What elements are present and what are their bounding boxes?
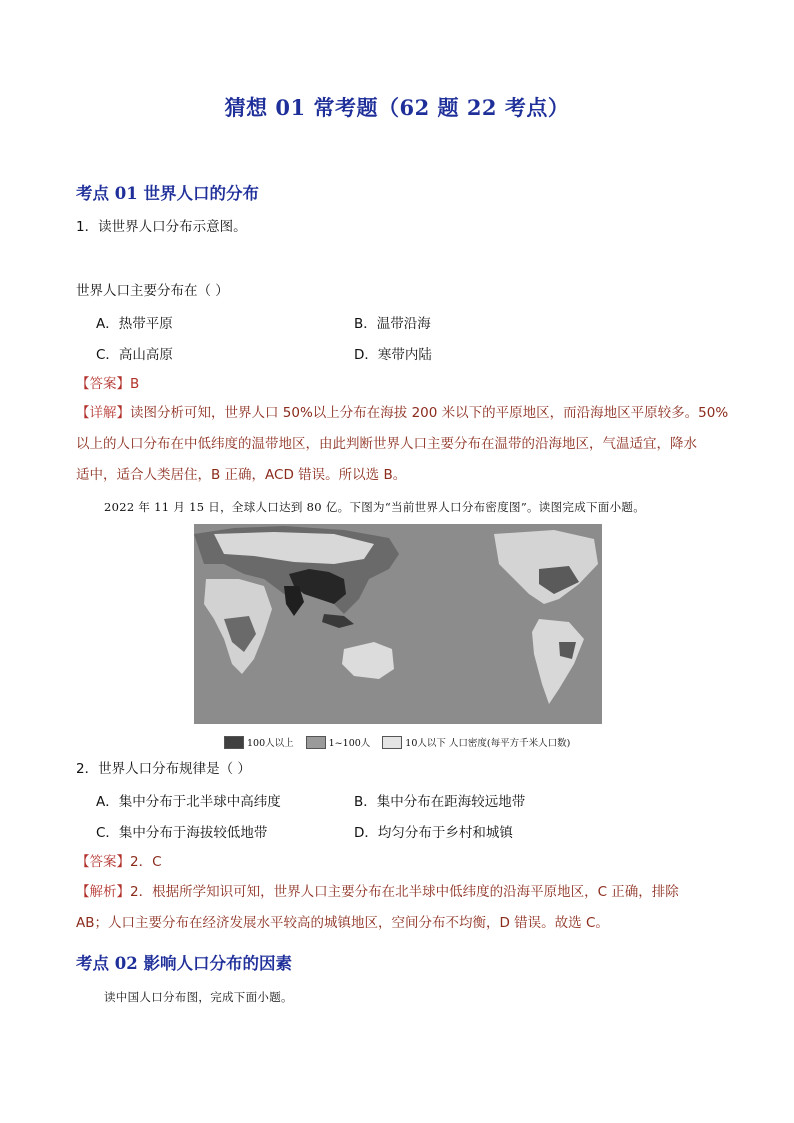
question-2-option-c: C．集中分布于海拔较低地带 [96, 825, 268, 841]
question-2-detail [76, 877, 720, 939]
question-1-option-c: C．高山高原 [96, 347, 173, 363]
legend-swatch-high [224, 736, 244, 749]
analysis-line-2: AB；人口主要分布在经济发展水平较高的城镇地区，空间分布不均衡，D 错误。故选 C。 [76, 915, 609, 931]
answer-value-2: 2．C [130, 854, 162, 870]
map-legend [224, 734, 582, 750]
question-1-detail [76, 398, 729, 491]
section-2-intro: 读中国人口分布图，完成下面小题。 [104, 990, 293, 1004]
question-2-stem: 2．世界人口分布规律是（ ） [76, 761, 251, 777]
answer-tag: 【答案】 [76, 376, 130, 392]
legend-label-high: 100人以上 [247, 738, 294, 749]
question-2-option-a: A．集中分布于北半球中高纬度 [96, 794, 281, 810]
detail-line-2: 以上的人口分布在中低纬度的温带地区，由此判断世界人口主要分布在温带的沿海地区，气温适宜，降水 [76, 436, 697, 452]
question-2-answer [76, 852, 162, 872]
section-heading-02: 考点 02 影响人口分布的因素 [76, 954, 292, 973]
answer-value: B [130, 376, 140, 392]
world-population-density-map [194, 524, 602, 724]
legend-item-mid [306, 735, 371, 749]
question-1-option-d: D．寒带内陆 [354, 347, 432, 363]
world-map-image [194, 524, 602, 724]
analysis-tag: 【解析】 [76, 884, 130, 900]
detail-text-1: 读图分析可知，世界人口 50%以上分布在海拔 200 米以下的平原地区，而沿海地区平原较多。50% [130, 405, 729, 421]
question-1-option-a: A．热带平原 [96, 316, 173, 332]
question-1-stem: 世界人口主要分布在（ ） [76, 283, 229, 299]
section-heading-01: 考点 01 世界人口的分布 [76, 184, 259, 203]
detail-line-1 [76, 398, 729, 429]
question-2-option-b: B．集中分布在距海较远地带 [354, 794, 526, 810]
legend-swatch-mid [306, 736, 326, 749]
question-1-answer [76, 374, 139, 394]
question-2-intro: 2022 年 11 月 15 日，全球人口达到 80 亿。下图为“当前世界人口分布密度图”。读图完成下面小题。 [104, 500, 646, 514]
question-2-option-d: D．均匀分布于乡村和城镇 [354, 825, 513, 841]
legend-label-mid: 1~100人 [328, 738, 371, 749]
analysis-text-1: 2．根据所学知识可知，世界人口主要分布在北半球中低纬度的沿海平原地区，C 正确，排除 [130, 884, 679, 900]
legend-item-high [224, 735, 294, 749]
answer-tag-2: 【答案】 [76, 854, 130, 870]
detail-tag: 【详解】 [76, 405, 130, 421]
question-1-option-b: B．温带沿海 [354, 316, 431, 332]
legend-label-low: 10人以下 人口密度(每平方千米人口数) [405, 738, 571, 749]
detail-line-3: 适中，适合人类居住，B 正确，ACD 错误。所以选 B。 [76, 467, 407, 483]
legend-swatch-low [382, 736, 402, 749]
analysis-line-1 [76, 877, 720, 908]
legend-item-low [382, 735, 570, 749]
page-title: 猜想 01 常考题（62 题 22 考点） [224, 95, 570, 120]
question-1-intro: 1．读世界人口分布示意图。 [76, 219, 247, 235]
